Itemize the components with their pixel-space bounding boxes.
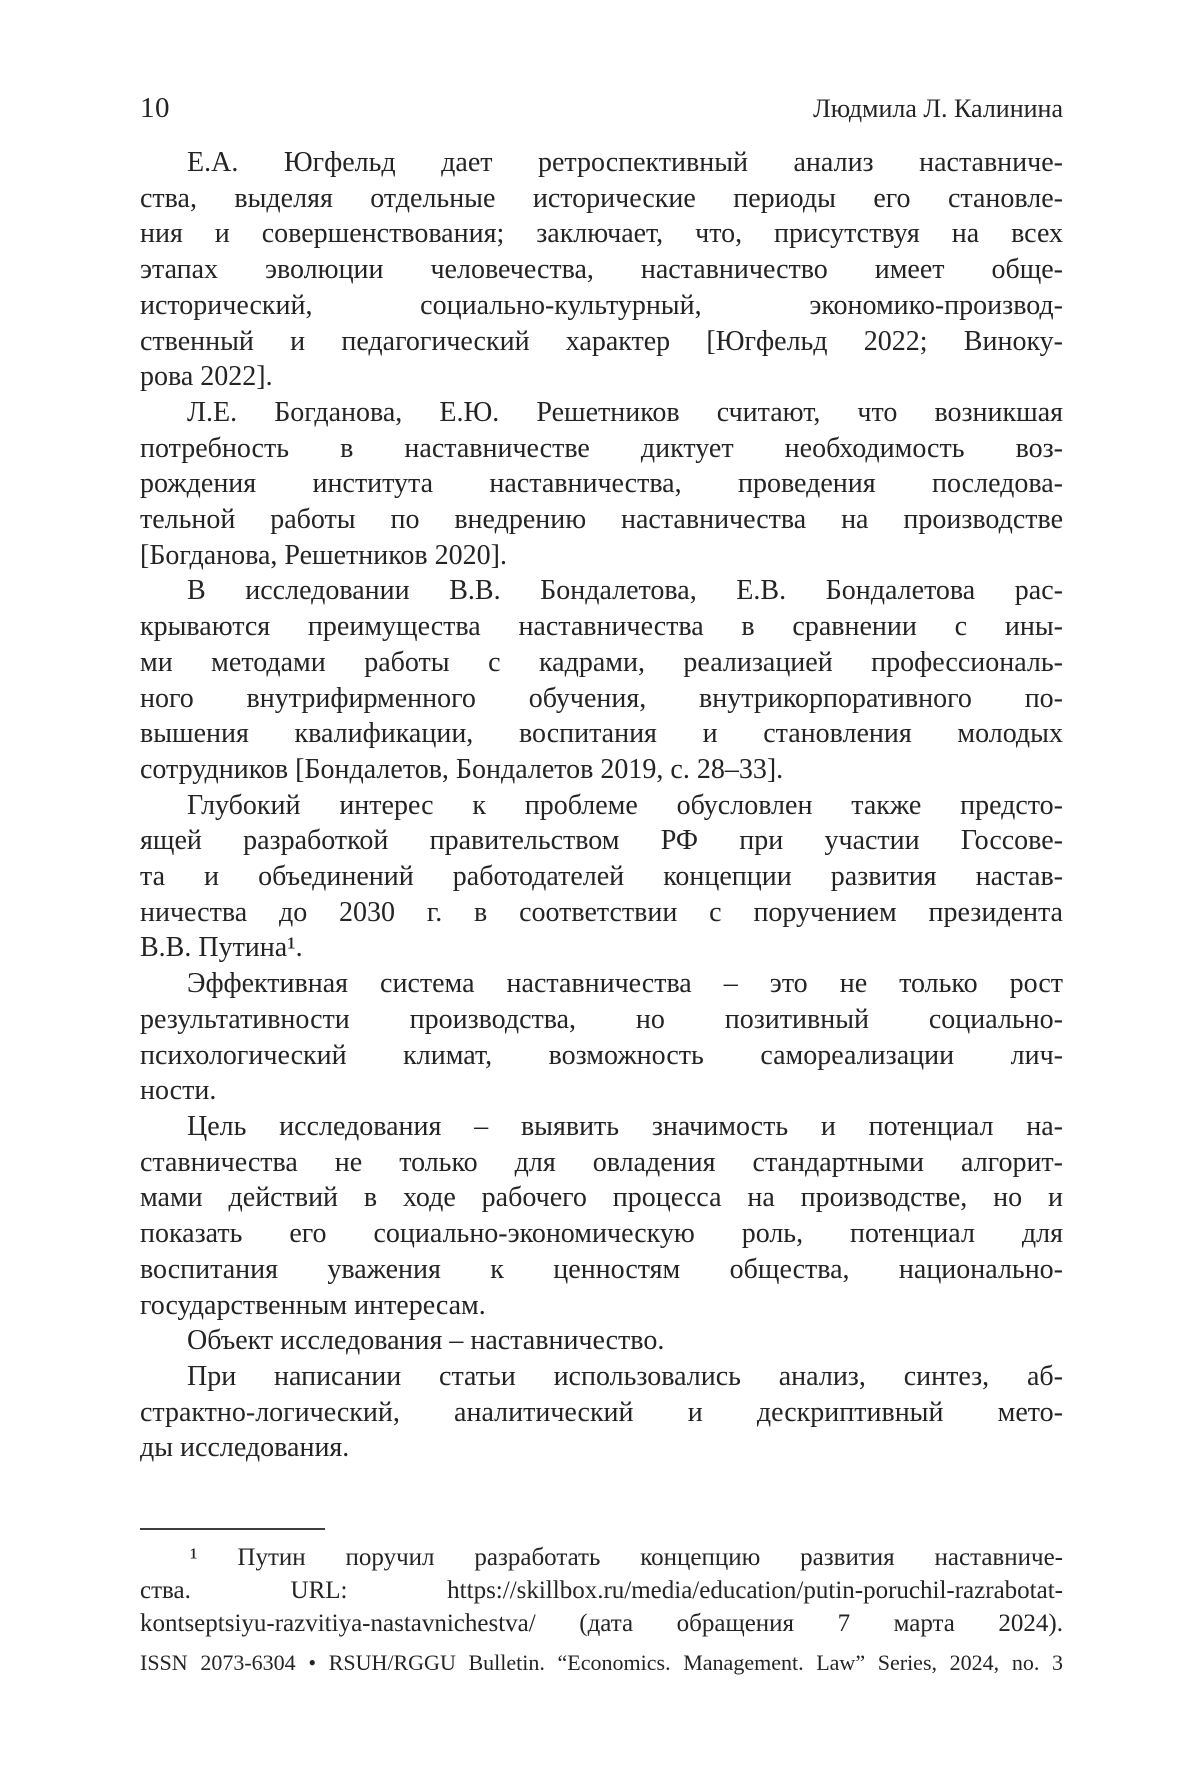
text-line: При написании статьи использовались анализ, синтез, аб- xyxy=(187,1360,1063,1392)
paragraph xyxy=(140,1109,1063,1323)
paragraph xyxy=(140,145,1063,395)
text-line: Е.А. Югфельд дает ретроспективный анализ наставниче- xyxy=(187,147,1063,178)
paragraph xyxy=(140,1541,1063,1640)
text-line: ственный и педагогический характер [Югфельд 2022; Виноку- xyxy=(140,325,1063,357)
text-line: рова 2022]. xyxy=(140,361,273,393)
text-line: ства, выделяя отдельные исторические периоды его становле- xyxy=(140,182,1063,214)
text-line: сотрудников [Бондалетов, Бондалетов 2019, с. 28–33]. xyxy=(140,753,784,785)
text-line: ¹ Путин поручил разработать концепцию развития наставниче- xyxy=(190,1544,1063,1571)
article-body xyxy=(140,145,1063,1466)
paragraph xyxy=(140,395,1063,574)
text-line: Л.Е. Богданова, Е.Ю. Решетников считают, что возникшая xyxy=(187,396,1063,428)
text-line: Объект исследования – наставничество. xyxy=(187,1325,665,1357)
text-line: государственным интересам. xyxy=(140,1289,486,1321)
footnote-separator-rule xyxy=(140,1528,325,1530)
paragraph xyxy=(140,788,1063,967)
text-line: ми методами работы с кадрами, реализацией профессиональ- xyxy=(140,646,1063,678)
text-line: ящей разработкой правительством РФ при участии Госсове- xyxy=(140,825,1063,857)
text-line: крываются преимущества наставничества в сравнении с ины- xyxy=(140,611,1063,643)
page-number: 10 xyxy=(140,92,170,124)
text-line: ного внутрифирменного обучения, внутрикорпоративного по- xyxy=(140,682,1063,714)
text-line: Эффективная система наставничества – это не только рост xyxy=(187,968,1063,1000)
text-line: исторический, социально-культурный, экономико-производ- xyxy=(140,289,1063,321)
text-line: В.В. Путина¹. xyxy=(140,932,303,964)
text-line: психологический климат, возможность самореализации лич- xyxy=(140,1039,1063,1071)
text-line: ства. URL: https://skillbox.ru/media/education/putin-poruchil-razrabotat- xyxy=(140,1577,1063,1604)
text-line: результативности производства, но позитивный социально- xyxy=(140,1003,1063,1035)
text-line: ничества до 2030 г. в соответствии с поручением президента xyxy=(140,896,1063,928)
footnote xyxy=(140,1541,1063,1640)
paragraph xyxy=(140,1359,1063,1466)
text-line: тельной работы по внедрению наставничества на производстве xyxy=(140,504,1063,536)
paragraph xyxy=(140,573,1063,787)
text-line: страктно-логический, аналитический и дескриптивный мето- xyxy=(140,1396,1063,1428)
journal-footer: ISSN 2073-6304 • RSUH/RGGU Bulletin. “Economics. Management. Law” Series, 2024, no. 3 xyxy=(140,1650,1063,1675)
text-line: этапах эволюции человечества, наставничество имеет обще- xyxy=(140,254,1063,286)
text-line: та и объединений работодателей концепции развития настав- xyxy=(140,861,1063,893)
text-line: kontseptsiyu-razvitiya-nastavnichestva/ (дата обращения 7 марта 2024). xyxy=(140,1610,1063,1637)
text-line: Глубокий интерес к проблеме обусловлен также предсто- xyxy=(187,789,1063,821)
paragraph xyxy=(140,1323,1063,1359)
text-line: Цель исследования – выявить значимость и потенциал на- xyxy=(187,1110,1063,1142)
text-line: В исследовании В.В. Бондалетова, Е.В. Бондалетова рас- xyxy=(187,575,1063,607)
text-line: ния и совершенствования; заключает, что, присутствуя на всех xyxy=(140,218,1063,250)
text-line: ности. xyxy=(140,1075,217,1107)
text-line: показать его социально-экономическую роль, потенциал для xyxy=(140,1218,1063,1250)
text-line: ставничества не только для овладения стандартными алгорит- xyxy=(140,1146,1063,1178)
paragraph xyxy=(140,966,1063,1109)
text-line: рождения института наставничества, проведения последова- xyxy=(140,468,1063,500)
text-line: потребность в наставничестве диктует необходимость воз- xyxy=(140,432,1063,464)
text-line: [Богданова, Решетников 2020]. xyxy=(140,539,507,571)
page-header xyxy=(140,92,1063,125)
text-line: ды исследования. xyxy=(140,1432,350,1464)
running-head-author: Людмила Л. Калинина xyxy=(813,94,1063,123)
text-line: мами действий в ходе рабочего процесса на производстве, но и xyxy=(140,1182,1063,1214)
text-line: воспитания уважения к ценностям общества, национально- xyxy=(140,1253,1063,1285)
text-line: вышения квалификации, воспитания и становления молодых xyxy=(140,718,1063,750)
